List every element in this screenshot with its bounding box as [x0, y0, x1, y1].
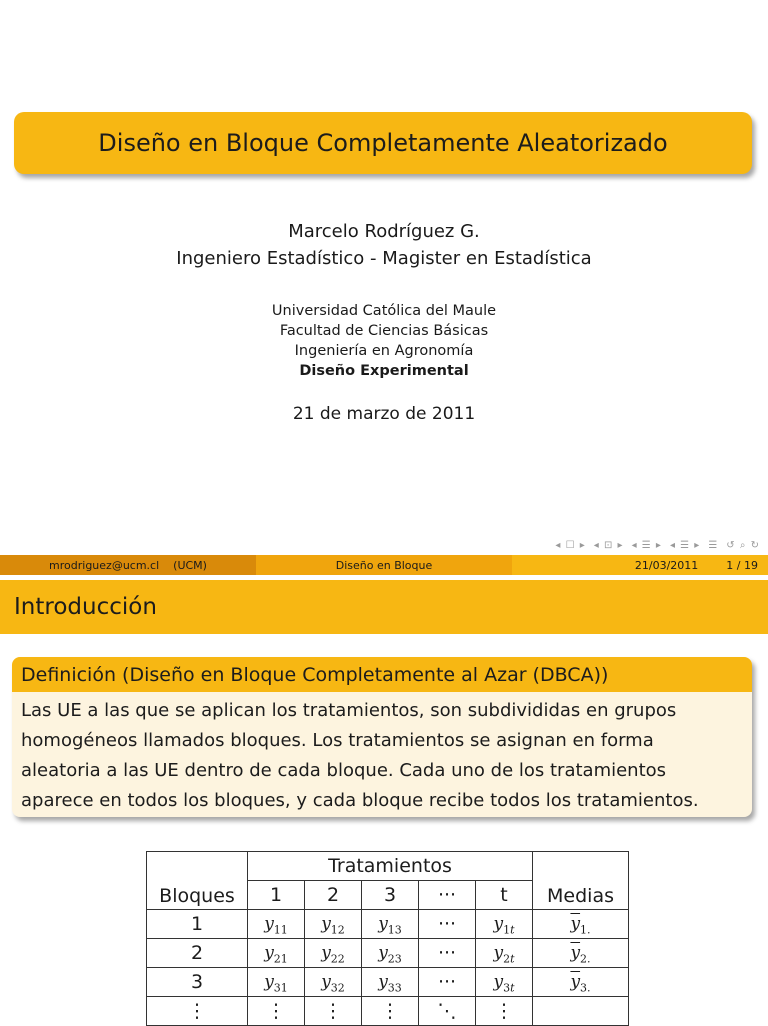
observation-cell: $y_{2t}$	[476, 939, 533, 968]
table-row	[147, 968, 629, 997]
definition-line: aleatoria a las UE dentro de cada bloque. Cada uno de los tratamientos	[21, 760, 667, 781]
course: Diseño Experimental	[299, 363, 469, 379]
treatment-header-cell: 1	[248, 881, 305, 910]
table-row	[147, 939, 629, 968]
definition-title: Definición (Diseño en Bloque Completamente al Azar (DBCA))	[12, 657, 752, 692]
observation-cell: $y_{1t}$	[476, 910, 533, 939]
header-medias: Medias	[533, 852, 629, 910]
author-role: Ingeniero Estadístico - Magister en Estadística	[176, 248, 592, 269]
observation-cell: ···	[419, 939, 476, 968]
treatment-header-cell: ···	[419, 881, 476, 910]
observation-cell: $y_{3t}$	[476, 968, 533, 997]
slide-title-box	[14, 112, 752, 174]
header-tratamientos: Tratamientos	[248, 852, 533, 881]
observation-cell: ⋮	[248, 997, 305, 1026]
beamer-navigation	[555, 537, 760, 553]
definition-body	[12, 692, 752, 817]
treatment-header-cell: t	[476, 881, 533, 910]
design-table	[146, 851, 629, 1026]
block-cell: 2	[147, 939, 248, 968]
observation-cell: $y_{13}$	[362, 910, 419, 939]
program: Ingeniería en Agronomía	[294, 343, 474, 359]
definition-line: aparece en todos los bloques, y cada bloque recibe todos los tratamientos.	[21, 790, 699, 811]
observation-cell: ⋮	[476, 997, 533, 1026]
presentation-date: 21 de marzo de 2011	[292, 404, 476, 424]
nav-subsection-list-icon[interactable]: ◂ ☰ ▸	[669, 539, 701, 551]
treatment-header-cell: 2	[305, 881, 362, 910]
footer-email: mrodriguez@ucm.cl	[49, 558, 160, 572]
nav-align-icon[interactable]: ☰	[708, 539, 719, 551]
observation-cell: ⋱	[419, 997, 476, 1026]
footer-title	[256, 555, 512, 575]
nav-frame-icon[interactable]: ◂ ☐ ▸	[555, 539, 586, 551]
observation-cell: ⋮	[305, 997, 362, 1026]
block-cell: ⋮	[147, 997, 248, 1026]
frame-title: Introducción	[14, 594, 157, 620]
observation-cell: $y_{31}$	[248, 968, 305, 997]
treatment-header-cell: 3	[362, 881, 419, 910]
footer-page-number: 1 / 19	[726, 558, 758, 572]
nav-subsection-icon[interactable]: ◂ ⊡ ▸	[593, 539, 624, 551]
footer-author	[0, 555, 256, 575]
observation-cell: $y_{33}$	[362, 968, 419, 997]
definition-block	[12, 657, 752, 817]
observation-cell: $y_{23}$	[362, 939, 419, 968]
block-cell: 3	[147, 968, 248, 997]
observation-cell: $y_{22}$	[305, 939, 362, 968]
author-name: Marcelo Rodríguez G.	[288, 221, 480, 242]
mean-cell: $\overline{y}_{1.}$	[533, 910, 629, 939]
header-bloques: Bloques	[147, 852, 248, 910]
footer-date: 21/03/2011	[634, 558, 699, 572]
observation-cell: $y_{32}$	[305, 968, 362, 997]
observation-cell: ⋮	[362, 997, 419, 1026]
slide-title: Diseño en Bloque Completamente Aleatorizado	[98, 129, 668, 157]
slide-footer	[0, 555, 768, 575]
observation-cell: $y_{21}$	[248, 939, 305, 968]
university: Universidad Católica del Maule	[271, 303, 497, 319]
footer-date-page	[512, 555, 768, 575]
table-row	[147, 997, 629, 1026]
faculty: Facultad de Ciencias Básicas	[279, 323, 489, 339]
mean-cell: $\overline{y}_{3.}$	[533, 968, 629, 997]
observation-cell: $y_{11}$	[248, 910, 305, 939]
definition-line: Las UE a las que se aplican los tratamientos, son subdivididas en grupos	[21, 700, 677, 721]
footer-short-title: Diseño en Bloque	[335, 558, 433, 572]
block-cell: 1	[147, 910, 248, 939]
mean-cell: $\overline{y}_{2.}$	[533, 939, 629, 968]
definition-line: homogéneos llamados bloques. Los tratamientos se asignan en forma	[21, 730, 654, 751]
table-row	[147, 910, 629, 939]
author-block	[0, 218, 768, 272]
observation-cell: ···	[419, 910, 476, 939]
nav-search-icon[interactable]: ↺ ⌕ ↻	[726, 539, 760, 551]
frame-title-bar	[0, 580, 768, 634]
nav-section-icon[interactable]: ◂ ☰ ▸	[631, 539, 662, 551]
observation-cell: ···	[419, 968, 476, 997]
observation-cell: $y_{12}$	[305, 910, 362, 939]
mean-cell	[533, 997, 629, 1026]
footer-institution: (UCM)	[173, 558, 207, 572]
affiliation-block	[0, 301, 768, 381]
